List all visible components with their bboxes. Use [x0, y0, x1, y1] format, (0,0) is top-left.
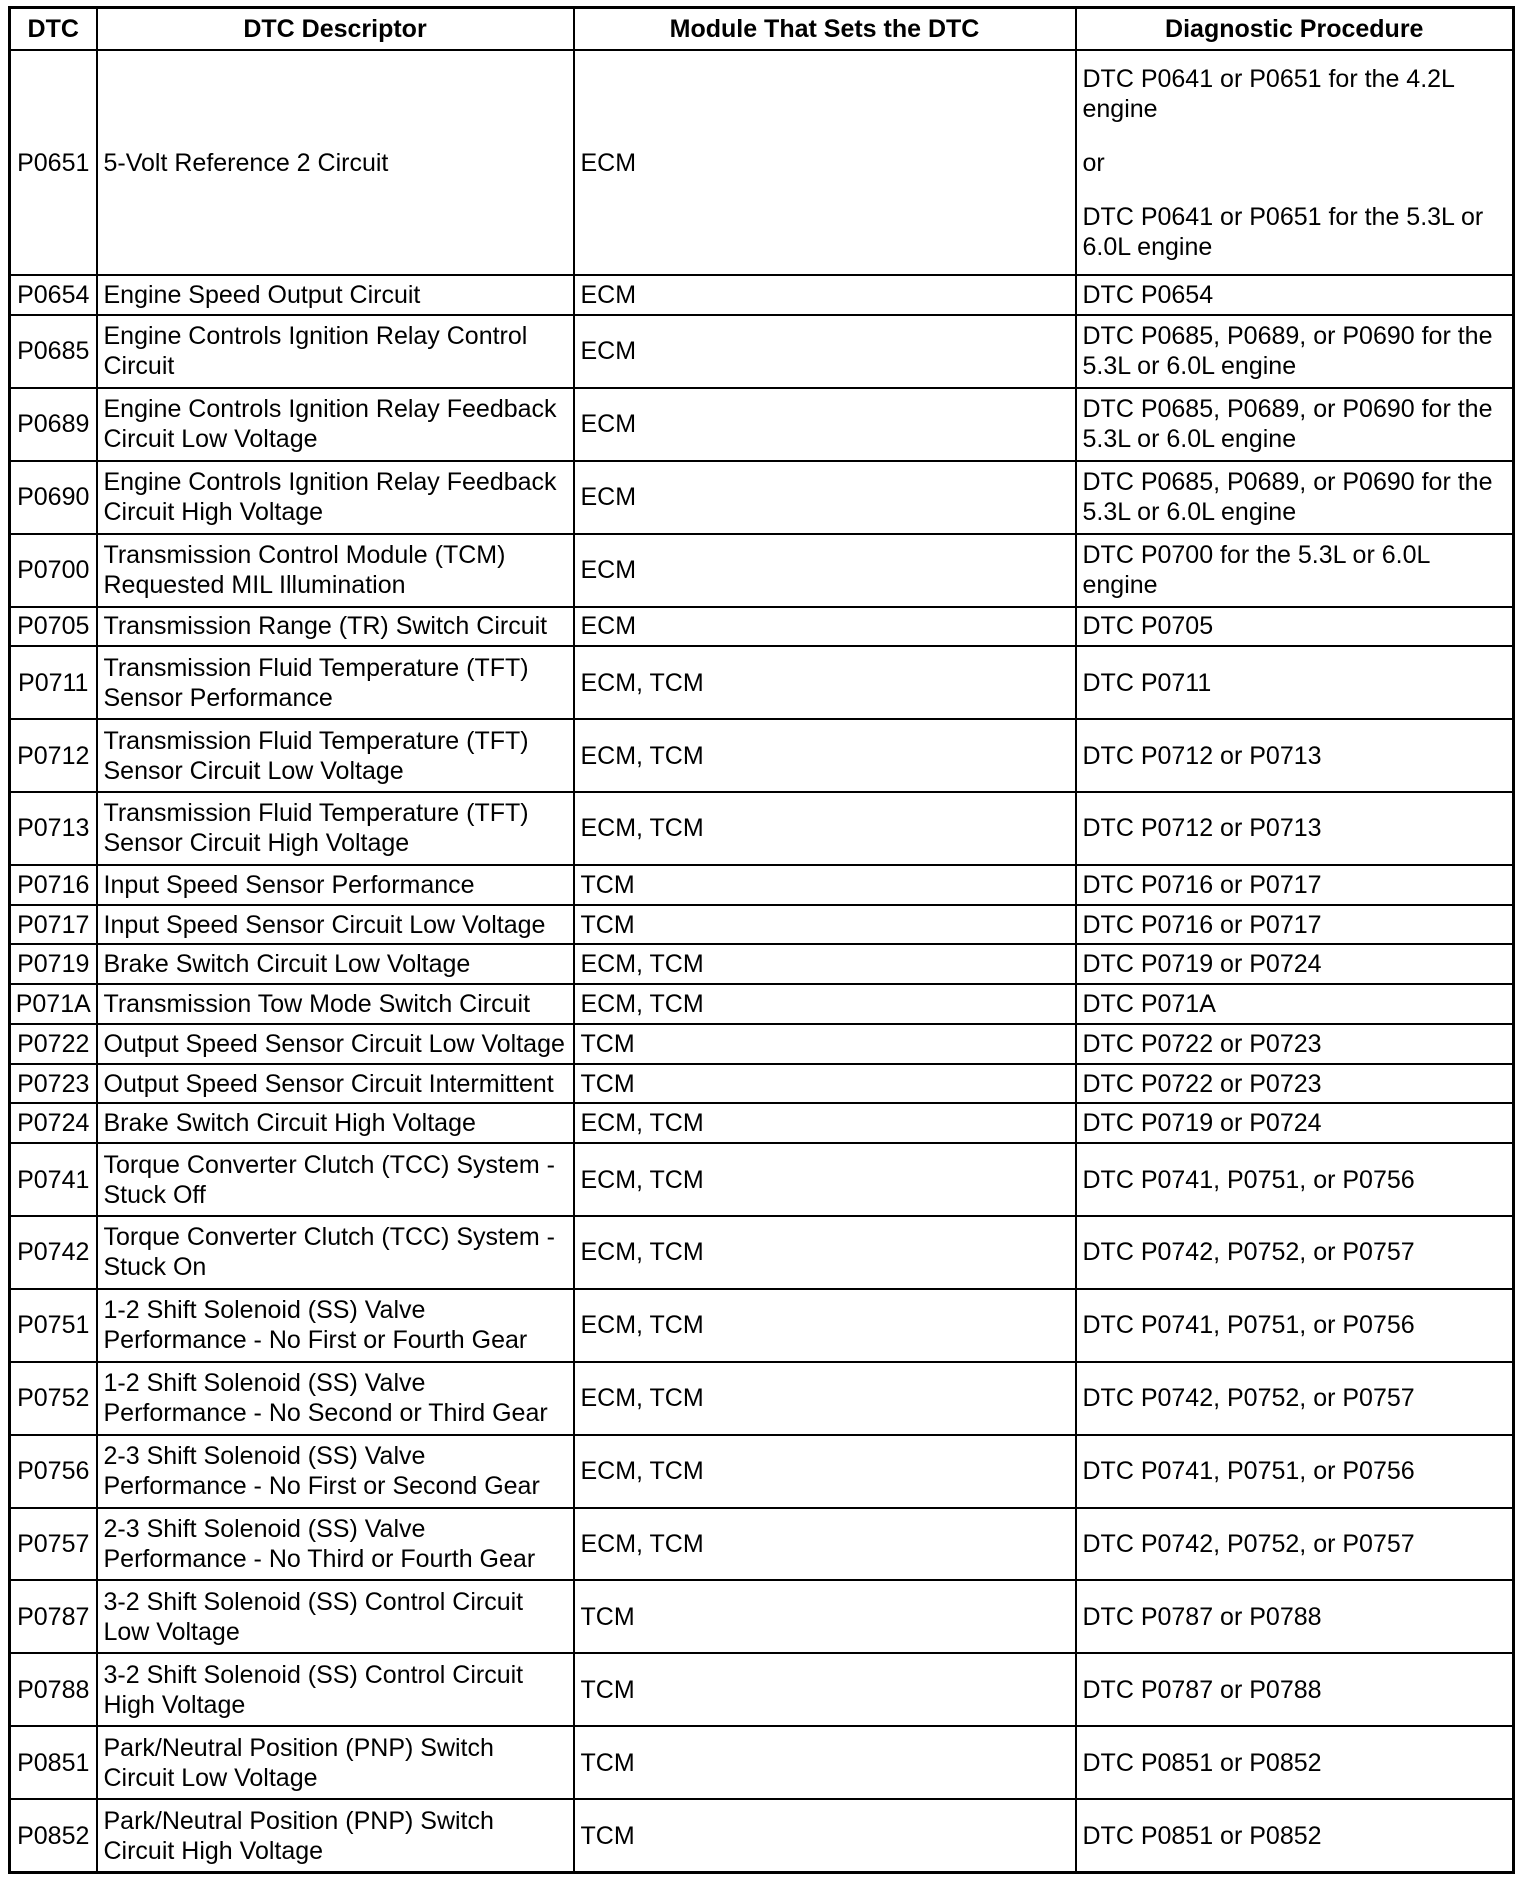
diagnostic-procedure-cell: DTC P0711 [1076, 646, 1514, 719]
dtc-descriptor-cell: Park/Neutral Position (PNP) Switch Circuit Low Voltage [97, 1726, 574, 1799]
module-cell: ECM, TCM [574, 1435, 1076, 1508]
diagnostic-procedure-cell: DTC P0741, P0751, or P0756 [1076, 1435, 1514, 1508]
module-cell: ECM [574, 315, 1076, 388]
table-row [10, 865, 1514, 905]
diagnostic-procedure-cell: DTC P0705 [1076, 607, 1514, 647]
module-cell: TCM [574, 905, 1076, 945]
dtc-descriptor-cell: Torque Converter Clutch (TCC) System - Stuck On [97, 1216, 574, 1289]
table-row [10, 1435, 1514, 1508]
table-row [10, 534, 1514, 607]
module-cell: ECM [574, 534, 1076, 607]
table-row [10, 461, 1514, 534]
table-row [10, 719, 1514, 792]
module-cell: ECM, TCM [574, 1362, 1076, 1435]
dtc-descriptor-cell: Engine Controls Ignition Relay Feedback Circuit High Voltage [97, 461, 574, 534]
module-cell: ECM, TCM [574, 1508, 1076, 1581]
diagnostic-procedure-cell: DTC P0685, P0689, or P0690 for the 5.3L or 6.0L engine [1076, 315, 1514, 388]
diagnostic-procedure-cell: DTC P0700 for the 5.3L or 6.0L engine [1076, 534, 1514, 607]
table-row [10, 50, 1514, 275]
module-cell: ECM, TCM [574, 1216, 1076, 1289]
dtc-code-cell: P0654 [10, 275, 97, 315]
dtc-code-cell: P0712 [10, 719, 97, 792]
table-row [10, 905, 1514, 945]
diagnostic-procedure-cell: DTC P0741, P0751, or P0756 [1076, 1289, 1514, 1362]
dtc-code-cell: P0787 [10, 1580, 97, 1653]
procedure-line: or [1082, 148, 1105, 177]
table-row [10, 315, 1514, 388]
table-row [10, 1103, 1514, 1143]
module-cell: ECM [574, 275, 1076, 315]
table-row [10, 1216, 1514, 1289]
dtc-descriptor-cell: Transmission Fluid Temperature (TFT) Sensor Circuit High Voltage [97, 792, 574, 865]
dtc-descriptor-cell: 2-3 Shift Solenoid (SS) Valve Performance - No Third or Fourth Gear [97, 1508, 574, 1581]
dtc-code-cell: P0742 [10, 1216, 97, 1289]
dtc-descriptor-cell: Transmission Range (TR) Switch Circuit [97, 607, 574, 647]
module-cell: ECM, TCM [574, 1103, 1076, 1143]
diagnostic-procedure-cell: DTC P0742, P0752, or P0757 [1076, 1508, 1514, 1581]
table-row [10, 1799, 1514, 1873]
module-cell: TCM [574, 1726, 1076, 1799]
dtc-descriptor-cell: Output Speed Sensor Circuit Low Voltage [97, 1024, 574, 1064]
dtc-descriptor-cell: 3-2 Shift Solenoid (SS) Control Circuit Low Voltage [97, 1580, 574, 1653]
diagnostic-procedure-cell: DTC P0712 or P0713 [1076, 719, 1514, 792]
module-cell: TCM [574, 1799, 1076, 1873]
module-cell: TCM [574, 1064, 1076, 1104]
diagnostic-procedure-cell: DTC P0716 or P0717 [1076, 905, 1514, 945]
procedure-line: DTC P0641 or P0651 for the 5.3L or 6.0L engine [1082, 202, 1484, 261]
dtc-descriptor-cell: Engine Controls Ignition Relay Feedback Circuit Low Voltage [97, 388, 574, 461]
dtc-code-cell: P0685 [10, 315, 97, 388]
module-cell: ECM, TCM [574, 944, 1076, 984]
header-diagnostic-procedure: Diagnostic Procedure [1076, 8, 1514, 51]
dtc-code-cell: P0757 [10, 1508, 97, 1581]
table-row [10, 388, 1514, 461]
paragraph-gap [1083, 178, 1507, 202]
dtc-descriptor-cell: Input Speed Sensor Performance [97, 865, 574, 905]
header-dtc: DTC [10, 8, 97, 51]
dtc-descriptor-cell: Input Speed Sensor Circuit Low Voltage [97, 905, 574, 945]
dtc-descriptor-cell: 2-3 Shift Solenoid (SS) Valve Performance - No First or Second Gear [97, 1435, 574, 1508]
dtc-descriptor-cell: Engine Speed Output Circuit [97, 275, 574, 315]
header-dtc-descriptor: DTC Descriptor [97, 8, 574, 51]
module-cell: TCM [574, 1580, 1076, 1653]
diagnostic-procedure-cell: DTC P0741, P0751, or P0756 [1076, 1143, 1514, 1216]
diagnostic-procedure-cell: DTC P0719 or P0724 [1076, 1103, 1514, 1143]
dtc-code-cell: P0690 [10, 461, 97, 534]
diagnostic-procedure-cell: DTC P071A [1076, 984, 1514, 1024]
module-cell: ECM, TCM [574, 1289, 1076, 1362]
dtc-code-cell: P0724 [10, 1103, 97, 1143]
diagnostic-procedure-cell: DTC P0851 or P0852 [1076, 1799, 1514, 1873]
dtc-descriptor-cell: 1-2 Shift Solenoid (SS) Valve Performance - No First or Fourth Gear [97, 1289, 574, 1362]
dtc-code-cell: P0700 [10, 534, 97, 607]
diagnostic-procedure-cell [1076, 50, 1514, 275]
diagnostic-procedure-cell: DTC P0712 or P0713 [1076, 792, 1514, 865]
dtc-code-cell: P0741 [10, 1143, 97, 1216]
header-row [10, 8, 1514, 51]
table-header [10, 8, 1514, 51]
dtc-code-cell: P0723 [10, 1064, 97, 1104]
table-row [10, 944, 1514, 984]
module-cell: ECM, TCM [574, 792, 1076, 865]
table-row [10, 1143, 1514, 1216]
dtc-descriptor-cell: Brake Switch Circuit High Voltage [97, 1103, 574, 1143]
diagnostic-procedure-cell: DTC P0722 or P0723 [1076, 1064, 1514, 1104]
dtc-code-cell: P0722 [10, 1024, 97, 1064]
table-row [10, 1024, 1514, 1064]
diagnostic-procedure-cell: DTC P0787 or P0788 [1076, 1580, 1514, 1653]
diagnostic-procedure-cell: DTC P0685, P0689, or P0690 for the 5.3L or 6.0L engine [1076, 461, 1514, 534]
dtc-code-cell: P0756 [10, 1435, 97, 1508]
dtc-code-cell: P0751 [10, 1289, 97, 1362]
module-cell: TCM [574, 1024, 1076, 1064]
dtc-code-cell: P0651 [10, 50, 97, 275]
table-row [10, 275, 1514, 315]
diagnostic-procedure-cell: DTC P0685, P0689, or P0690 for the 5.3L or 6.0L engine [1076, 388, 1514, 461]
dtc-code-cell: P0711 [10, 646, 97, 719]
dtc-descriptor-cell: Torque Converter Clutch (TCC) System - Stuck Off [97, 1143, 574, 1216]
table-row [10, 1580, 1514, 1653]
dtc-descriptor-cell: 3-2 Shift Solenoid (SS) Control Circuit High Voltage [97, 1653, 574, 1726]
table-row [10, 1508, 1514, 1581]
table-body [10, 50, 1514, 1873]
diagnostic-procedure-cell: DTC P0722 or P0723 [1076, 1024, 1514, 1064]
module-cell: TCM [574, 1653, 1076, 1726]
module-cell: ECM, TCM [574, 719, 1076, 792]
dtc-descriptor-cell: Transmission Fluid Temperature (TFT) Sensor Performance [97, 646, 574, 719]
table-row [10, 984, 1514, 1024]
dtc-code-cell: P0716 [10, 865, 97, 905]
dtc-code-cell: P0717 [10, 905, 97, 945]
table-row [10, 607, 1514, 647]
diagnostic-procedure-cell: DTC P0742, P0752, or P0757 [1076, 1362, 1514, 1435]
dtc-code-cell: P0719 [10, 944, 97, 984]
dtc-code-cell: P0788 [10, 1653, 97, 1726]
diagnostic-procedure-cell: DTC P0851 or P0852 [1076, 1726, 1514, 1799]
dtc-code-cell: P0705 [10, 607, 97, 647]
module-cell: ECM, TCM [574, 646, 1076, 719]
procedure-line: DTC P0641 or P0651 for the 4.2L engine [1082, 64, 1455, 123]
diagnostic-procedure-cell: DTC P0742, P0752, or P0757 [1076, 1216, 1514, 1289]
dtc-descriptor-cell: Transmission Tow Mode Switch Circuit [97, 984, 574, 1024]
procedure-lines [1083, 64, 1507, 262]
dtc-table [8, 6, 1515, 1874]
module-cell: ECM [574, 461, 1076, 534]
dtc-descriptor-cell: Transmission Control Module (TCM) Requested MIL Illumination [97, 534, 574, 607]
module-cell: ECM, TCM [574, 1143, 1076, 1216]
header-module: Module That Sets the DTC [574, 8, 1076, 51]
module-cell: ECM [574, 50, 1076, 275]
dtc-descriptor-cell: Park/Neutral Position (PNP) Switch Circuit High Voltage [97, 1799, 574, 1873]
dtc-descriptor-cell: Transmission Fluid Temperature (TFT) Sensor Circuit Low Voltage [97, 719, 574, 792]
dtc-descriptor-cell: Engine Controls Ignition Relay Control Circuit [97, 315, 574, 388]
dtc-code-cell: P0689 [10, 388, 97, 461]
diagnostic-procedure-cell: DTC P0716 or P0717 [1076, 865, 1514, 905]
module-cell: ECM [574, 607, 1076, 647]
diagnostic-procedure-cell: DTC P0787 or P0788 [1076, 1653, 1514, 1726]
paragraph-gap [1083, 124, 1507, 148]
module-cell: ECM, TCM [574, 984, 1076, 1024]
table-row [10, 1726, 1514, 1799]
table-row [10, 646, 1514, 719]
dtc-descriptor-cell: Output Speed Sensor Circuit Intermittent [97, 1064, 574, 1104]
dtc-code-cell: P0752 [10, 1362, 97, 1435]
table-row [10, 1653, 1514, 1726]
table-row [10, 1064, 1514, 1104]
dtc-descriptor-cell: Brake Switch Circuit Low Voltage [97, 944, 574, 984]
dtc-code-cell: P0852 [10, 1799, 97, 1873]
dtc-code-cell: P0851 [10, 1726, 97, 1799]
table-row [10, 1362, 1514, 1435]
table-row [10, 792, 1514, 865]
module-cell: ECM [574, 388, 1076, 461]
module-cell: TCM [574, 865, 1076, 905]
dtc-descriptor-cell: 5-Volt Reference 2 Circuit [97, 50, 574, 275]
dtc-code-cell: P0713 [10, 792, 97, 865]
table-row [10, 1289, 1514, 1362]
dtc-descriptor-cell: 1-2 Shift Solenoid (SS) Valve Performance - No Second or Third Gear [97, 1362, 574, 1435]
diagnostic-procedure-cell: DTC P0654 [1076, 275, 1514, 315]
diagnostic-procedure-cell: DTC P0719 or P0724 [1076, 944, 1514, 984]
dtc-code-cell: P071A [10, 984, 97, 1024]
